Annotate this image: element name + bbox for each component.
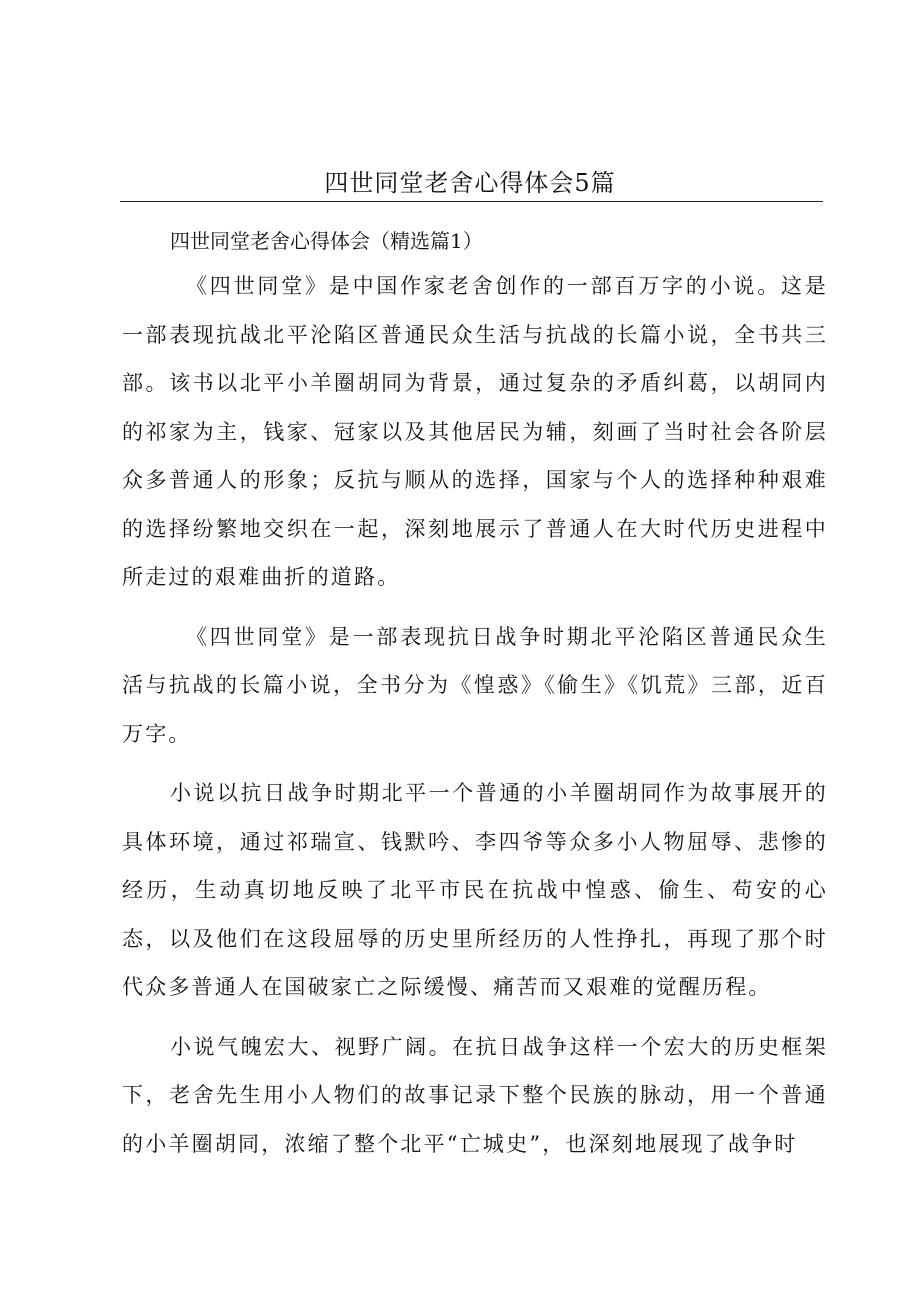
paragraph: 小说以抗日战争时期北平一个普通的小羊圈胡同作为故事展开的具体环境，通过祁瑞宣、钱默吟、李四爷等众多小人物屈辱、悲惨的经历，生动真切地反映了北平市民在抗战中惶惑、偷生、苟安的心态，以及他们在这段屈辱的历史里所经历的人性挣扎，再现了那个时代众多普通人在国破家亡之际缓慢、痛苦而又艰难的觉醒历程。 (122, 781, 828, 999)
document-title: 四世同堂老舍心得体会5篇 (324, 169, 616, 197)
paragraph: 《四世同堂》是中国作家老舍创作的一部百万字的小说。这是一部表现抗战北平沦陷区普通民众生活与抗战的长篇小说，全书共三部。该书以北平小羊圈胡同为背景，通过复杂的矛盾纠葛，以胡同内的祁家为主，钱家、冠家以及其他居民为辅，刻画了当时社会各阶层众多普通人的形象；反抗与顺从的选择，国家与个人的选择种种艰难的选择纷繁地交织在一起，深刻地展示了普通人在大时代历史进程中所走过的艰难曲折的道路。 (122, 274, 828, 589)
title-underline (120, 201, 823, 202)
section-heading: 四世同堂老舍心得体会（精选篇1） (170, 229, 483, 253)
paragraph: 《四世同堂》是一部表现抗日战争时期北平沦陷区普通民众生活与抗战的长篇小说，全书分为《惶惑》《偷生》《饥荒》三部，近百万字。 (122, 624, 828, 746)
document-body (122, 262, 828, 1179)
paragraph: 小说气魄宏大、视野广阔。在抗日战争这样一个宏大的历史框架下，老舍先生用小人物们的故事记录下整个民族的脉动，用一个普通的小羊圈胡同，浓缩了整个北平“亡城史”，也深刻地展现了战争时 (122, 1034, 828, 1156)
